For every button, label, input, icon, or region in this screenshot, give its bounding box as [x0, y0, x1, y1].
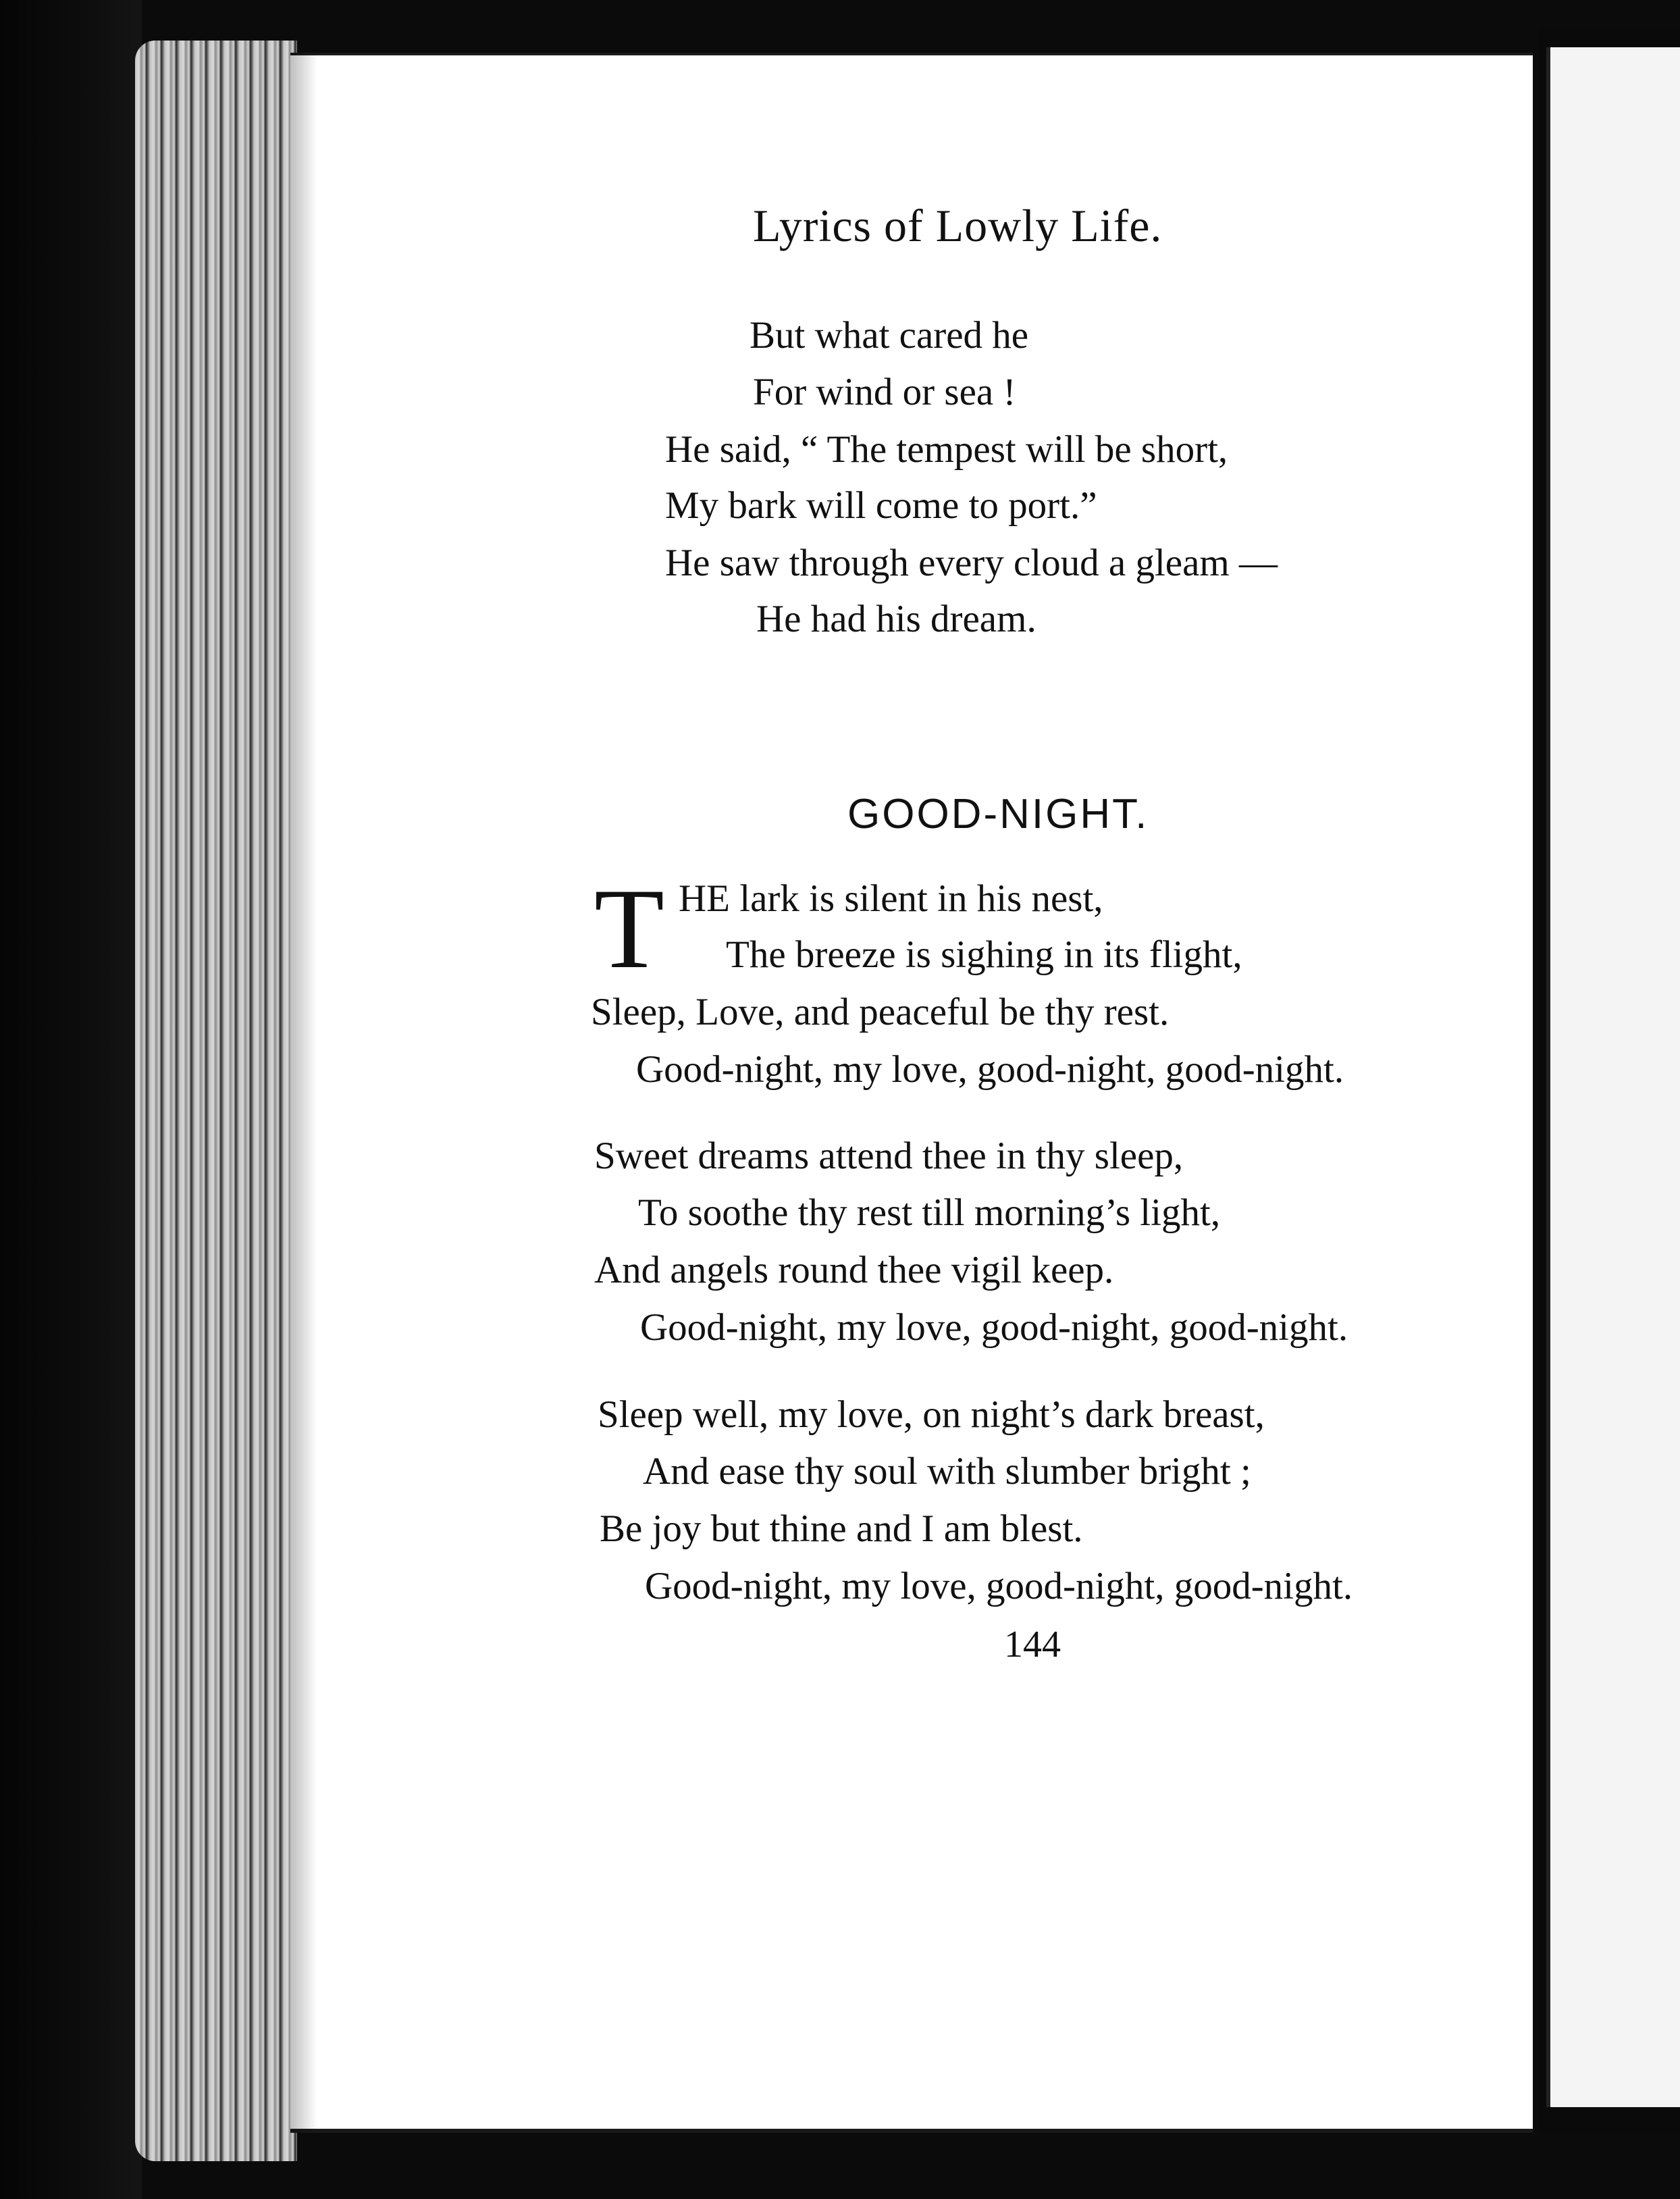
facing-page-edge [1546, 47, 1680, 2107]
poem-title: GOOD-NIGHT. [847, 791, 1149, 837]
verse-line: My bark will come to port.” [665, 484, 1097, 527]
running-head: Lyrics of Lowly Life. [753, 200, 1163, 251]
verse-line: He had his dream. [756, 598, 1036, 640]
verse-line: HE lark is silent in his nest, [679, 877, 1103, 920]
drop-cap: T [594, 865, 664, 992]
verse-line: Be joy but thine and I am blest. [600, 1507, 1083, 1550]
scan-background-left [0, 0, 142, 2199]
gutter-shadow [290, 53, 317, 2133]
verse-line: Good-night, my love, good-night, good-night. [640, 1306, 1348, 1349]
verse-line: Sleep, Love, and peaceful be thy rest. [591, 991, 1170, 1033]
verse-line: Good-night, my love, good-night, good-night. [636, 1048, 1344, 1091]
book-page [290, 53, 1533, 2133]
book-page-edges [135, 41, 297, 2161]
verse-line: And angels round thee vigil keep. [594, 1249, 1114, 1291]
verse-line: To soothe thy rest till morning’s light, [638, 1191, 1221, 1234]
verse-line: But what cared he [750, 314, 1029, 357]
verse-line: He saw through every cloud a gleam — [665, 542, 1278, 584]
verse-line: Sleep well, my love, on night’s dark breast, [598, 1393, 1265, 1436]
verse-line: The breeze is sighing in its flight, [726, 933, 1242, 976]
verse-line: Sweet dreams attend thee in thy sleep, [594, 1135, 1184, 1177]
verse-line: He said, “ The tempest will be short, [665, 428, 1228, 471]
verse-line: For wind or sea ! [753, 371, 1016, 413]
verse-line: Good-night, my love, good-night, good-night. [645, 1565, 1353, 1607]
page-number: 144 [1004, 1624, 1061, 1665]
verse-line: And ease thy soul with slumber bright ; [643, 1450, 1251, 1493]
